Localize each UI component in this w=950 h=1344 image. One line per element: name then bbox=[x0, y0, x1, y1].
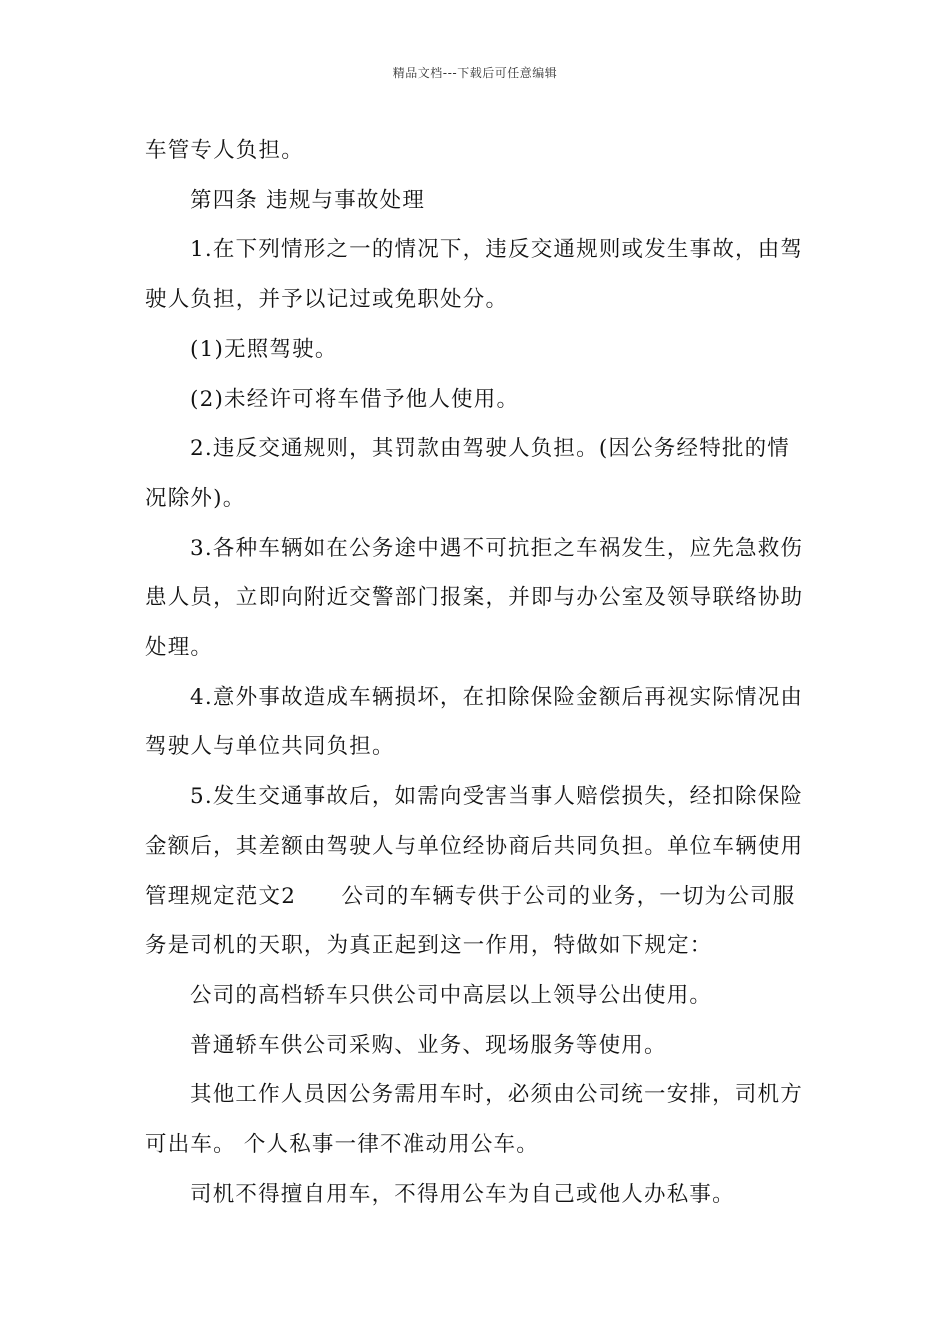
section-heading: 第四条 违规与事故处理 bbox=[190, 187, 426, 213]
paragraph: (2)未经许可将车借予他人使用。 bbox=[190, 386, 520, 412]
paragraph: 5.发生交通事故后，如需向受害当事人赔偿损失，经扣除保险金额后，其差额由驾驶人与单位经协商后共同负担。单位车辆使用管理规定范文2 公司的车辆专供于公司的业务，一切为公司服务是司机的天职，为真正起到这一作用，特做如下规定： bbox=[145, 784, 804, 959]
document-body bbox=[145, 126, 807, 1219]
paragraph: 其他工作人员因公务需用车时，必须由公司统一安排，司机方可出车。 个人私事一律不准动用公车。 bbox=[145, 1082, 803, 1158]
paragraph: 公司的高档轿车只供公司中高层以上领导公出使用。 bbox=[190, 982, 713, 1008]
paragraph: 2.违反交通规则，其罚款由驾驶人负担。(因公务经特批的情况除外)。 bbox=[145, 436, 791, 511]
paragraph: 4.意外事故造成车辆损坏，在扣除保险金额后再视实际情况由驾驶人与单位共同负担。 bbox=[145, 684, 804, 760]
paragraph: 司机不得擅自用车，不得用公车为自己或他人办私事。 bbox=[190, 1181, 735, 1207]
paragraph: 1.在下列情形之一的情况下，违反交通规则或发生事故，由驾驶人负担，并予以记过或免职处分。 bbox=[145, 237, 804, 313]
paragraph: 车管专人负担。 bbox=[145, 138, 304, 163]
paragraph: 普通轿车供公司采购、业务、现场服务等使用。 bbox=[190, 1032, 667, 1058]
paragraph: (1)无照驾驶。 bbox=[190, 336, 338, 362]
page-header: 精品文档---下载后可任意编辑 bbox=[392, 66, 558, 80]
paragraph: 3.各种车辆如在公务途中遇不可抗拒之车祸发生，应先急救伤患人员，立即向附近交警部门报案，并即与办公室及领导联络协助处理。 bbox=[145, 535, 804, 661]
